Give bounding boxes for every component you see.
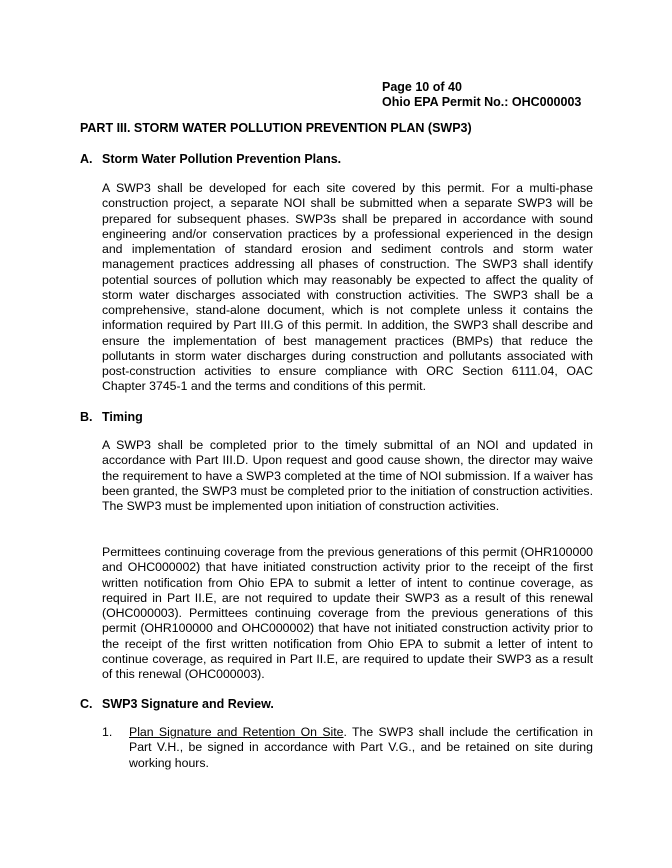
section-letter: C. — [80, 697, 93, 711]
item-text: . The SWP3 shall include the certification in Part V.H., be signed in accordance with Part V.G., and be retained on site during working hours. — [129, 725, 594, 770]
section-c-heading — [80, 697, 274, 711]
item-body — [129, 725, 593, 771]
section-b-paragraph-2: Permittees continuing coverage from the previous generations of this permit (OHR100000 and OHC000002) that have initiated construction activity prior to the receipt of the first written notification from Ohio EPA to submit a letter of intent to continue coverage, as required in Part II.E, are not required to update their SWP3 as a result of this renewal (OHC000003). Permittees continuing coverage from the previous generations of this permit (OHR100000 and OHC000002) that have not initiated construction activity prior to the receipt of the first written notification from Ohio EPA to submit a letter of intent to continue coverage, as required in Part II.E, are required to update their SWP3 as a result of this renewal (OHC000003). — [102, 545, 593, 681]
item-heading: Plan Signature and Retention On Site — [129, 725, 344, 739]
page-number: Page 10 of 40 — [382, 80, 462, 94]
part-title: PART III. STORM WATER POLLUTION PREVENTION PLAN (SWP3) — [80, 121, 472, 135]
section-a-heading — [80, 152, 341, 166]
item-number: 1. — [102, 725, 113, 739]
section-title: Timing — [102, 410, 143, 424]
page-header — [382, 80, 581, 110]
section-letter: B. — [80, 410, 93, 424]
section-title: SWP3 Signature and Review. — [102, 697, 274, 711]
section-title: Storm Water Pollution Prevention Plans. — [102, 152, 342, 166]
permit-number: Ohio EPA Permit No.: OHC000003 — [382, 95, 582, 109]
section-c-item-1 — [102, 725, 593, 771]
section-a-paragraph: A SWP3 shall be developed for each site covered by this permit. For a multi-phase construction project, a separate NOI shall be submitted when a separate SWP3 will be prepared for subsequent phases. SWP3s shall be prepared in accordance with sound engineering and/or conservation practices by a professional experienced in the design and implementation of standard erosion and sediment controls and storm water management practices addressing all phases of construction. The SWP3 shall identify potential sources of pollution which may reasonably be expected to affect the quality of storm water discharges associated with construction activities. The SWP3 shall be a comprehensive, stand-alone document, which is not complete unless it contains the information required by Part III.G of this permit. In addition, the SWP3 shall describe and ensure the implementation of best management practices (BMPs) that reduce the pollutants in storm water discharges during construction and pollutants associated with post-construction activities to ensure compliance with ORC Section 6111.04, OAC Chapter 3745-1 and the terms and conditions of this permit. — [102, 181, 593, 394]
section-b-paragraph-1: A SWP3 shall be completed prior to the timely submittal of an NOI and updated in accordance with Part III.D. Upon request and good cause shown, the director may waive the requirement to have a SWP3 completed at the time of NOI submission. If a waiver has been granted, the SWP3 must be completed prior to the initiation of construction activities. The SWP3 must be implemented upon initiation of construction activities. — [102, 438, 593, 513]
section-b-heading — [80, 410, 143, 424]
section-letter: A. — [80, 152, 93, 166]
